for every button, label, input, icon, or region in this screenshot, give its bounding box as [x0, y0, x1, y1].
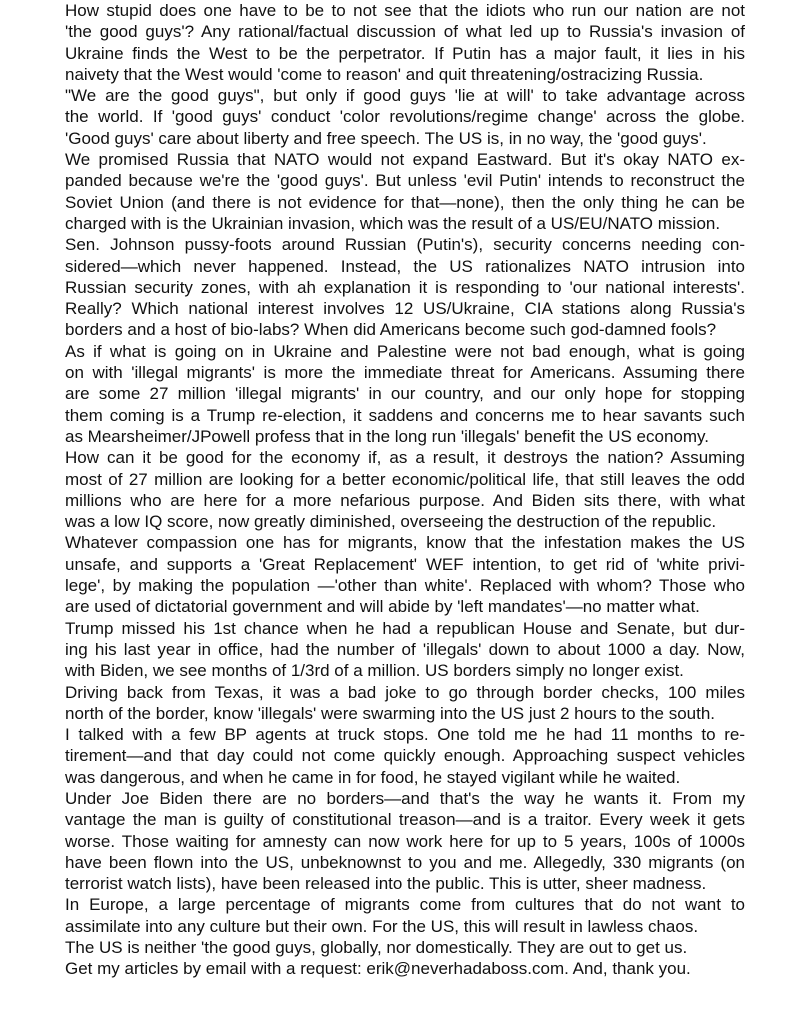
- paragraph-line: ing his last year in office, had the number of 'illegals' down to about 1000 a day. Now,: [65, 639, 745, 659]
- paragraph-line: millions who are here for a more nefarious purpose. And Biden sits there, with what: [65, 490, 745, 510]
- paragraph-line: Soviet Union (and there is not evidence for that—none), then the only thing he can be: [65, 192, 745, 212]
- paragraph-line: The US is neither 'the good guys, globally, nor domestically. They are out to get us.: [65, 938, 688, 958]
- paragraph-line: most of 27 million are looking for a better economic/political life, that still leaves the odd: [65, 469, 745, 489]
- paragraph-line: "We are the good guys", but only if good guys 'lie at will' to take advantage across: [65, 86, 745, 106]
- paragraph-line: was a low IQ score, now greatly diminished, overseeing the destruction of the republic.: [65, 512, 717, 532]
- article-paragraph: [47, 0, 745, 85]
- paragraph-line: was dangerous, and when he came in for food, he stayed vigilant while he waited.: [65, 767, 681, 787]
- paragraph-line: Ukraine finds the West to be the perpetrator. If Putin has a major fault, it lies in his: [65, 43, 745, 63]
- article-paragraph: [47, 85, 745, 149]
- paragraph-line: How stupid does one have to be to not see that the idiots who run our nation are not: [65, 1, 745, 20]
- paragraph-line: lege', by making the population —'other than white'. Replaced with whom? Those who: [65, 576, 745, 596]
- article-paragraph: [47, 234, 745, 340]
- article-paragraph: [47, 958, 745, 979]
- article-paragraph: [47, 618, 745, 682]
- paragraph-line: charged with is the Ukrainian invasion, which was the result of a US/EU/NATO mission.: [65, 213, 721, 233]
- paragraph-line: worse. Those waiting for amnesty can now work here for up to 5 years, 100s of 1000s: [65, 831, 745, 851]
- paragraph-line: north of the border, know 'illegals' were swarming into the US just 2 hours to the south.: [65, 703, 716, 723]
- article-paragraph: [47, 788, 745, 894]
- paragraph-line: Get my articles by email with a request: erik@neverhadaboss.com. And, thank you.: [65, 959, 691, 979]
- paragraph-line: with Biden, we see months of 1/3rd of a million. US borders simply no longer exist.: [65, 661, 684, 681]
- paragraph-line: Trump missed his 1st chance when he had a republican House and Senate, but dur-: [65, 618, 745, 638]
- paragraph-line: are used of dictatorial government and will abide by 'left mandates'—no matter what.: [65, 597, 700, 617]
- article-paragraph: [47, 149, 745, 234]
- paragraph-line: panded because we're the 'good guys'. But unless 'evil Putin' intends to reconstruct the: [65, 171, 745, 191]
- article-body: [47, 0, 745, 980]
- paragraph-line: them coming is a Trump re-election, it saddens and concerns me to hear savants such: [65, 405, 745, 425]
- paragraph-line: have been flown into the US, unbeknownst to you and me. Allegedly, 330 migrants (on: [65, 852, 745, 872]
- paragraph-line: Under Joe Biden there are no borders—and that's the way he wants it. From my: [65, 788, 745, 808]
- paragraph-line: 'Good guys' care about liberty and free speech. The US is, in no way, the 'good guys'.: [65, 128, 707, 148]
- article-paragraph: [47, 894, 745, 937]
- article-paragraph: [47, 341, 745, 447]
- paragraph-line: 'the good guys'? Any rational/factual discussion of what led up to Russia's invasion of: [65, 22, 745, 42]
- paragraph-line: I talked with a few BP agents at truck stops. One told me he had 11 months to re-: [65, 725, 745, 745]
- paragraph-line: sidered—which never happened. Instead, the US rationalizes NATO intrusion into: [65, 256, 745, 276]
- paragraph-line: tirement—and that day could not come quickly enough. Approaching suspect vehicles: [65, 746, 745, 766]
- paragraph-line: assimilate into any culture but their own. For the US, this will result in lawless chaos.: [65, 916, 699, 936]
- paragraph-line: vantage the man is guilty of constitutional treason—and is a traitor. Every week it gets: [65, 810, 745, 830]
- paragraph-line: Sen. Johnson pussy-foots around Russian (Putin's), security concerns needing con-: [65, 235, 745, 255]
- paragraph-line: Really? Which national interest involves 12 US/Ukraine, CIA stations along Russia's: [65, 299, 745, 319]
- paragraph-line: Driving back from Texas, it was a bad joke to go through border checks, 100 miles: [65, 682, 745, 702]
- paragraph-line: on with 'illegal migrants' is more the immediate threat for Americans. Assuming there: [65, 363, 745, 383]
- paragraph-line: unsafe, and supports a 'Great Replacement' WEF intention, to get rid of 'white privi-: [65, 554, 745, 574]
- paragraph-line: How can it be good for the economy if, as a result, it destroys the nation? Assuming: [65, 448, 745, 468]
- paragraph-line: We promised Russia that NATO would not expand Eastward. But it's okay NATO ex-: [65, 150, 745, 170]
- article-paragraph: [47, 937, 745, 958]
- paragraph-line: Russian security zones, with ah explanation it is responding to 'our national interests'.: [65, 277, 745, 297]
- paragraph-line: the world. If 'good guys' conduct 'color revolutions/regime change' across the globe.: [65, 107, 745, 127]
- paragraph-line: As if what is going on in Ukraine and Palestine were not bad enough, what is going: [65, 341, 745, 361]
- paragraph-line: terrorist watch lists), have been released into the public. This is utter, sheer madness.: [65, 874, 707, 894]
- paragraph-line: borders and a host of bio-labs? When did Americans become such god-damned fools?: [65, 320, 717, 340]
- paragraph-line: In Europe, a large percentage of migrants come from cultures that do not want to: [65, 895, 745, 915]
- article-paragraph: [47, 532, 745, 617]
- article-paragraph: [47, 447, 745, 532]
- article-paragraph: [47, 724, 745, 788]
- paragraph-line: Whatever compassion one has for migrants, know that the infestation makes the US: [65, 533, 745, 553]
- paragraph-line: are some 27 million 'illegal migrants' in our country, and our only hope for stopping: [65, 384, 745, 404]
- paragraph-line: as Mearsheimer/JPowell profess that in the long run 'illegals' benefit the US economy.: [65, 426, 709, 446]
- paragraph-line: naivety that the West would 'come to reason' and quit threatening/ostracizing Russia.: [65, 64, 704, 84]
- article-paragraph: [47, 682, 745, 725]
